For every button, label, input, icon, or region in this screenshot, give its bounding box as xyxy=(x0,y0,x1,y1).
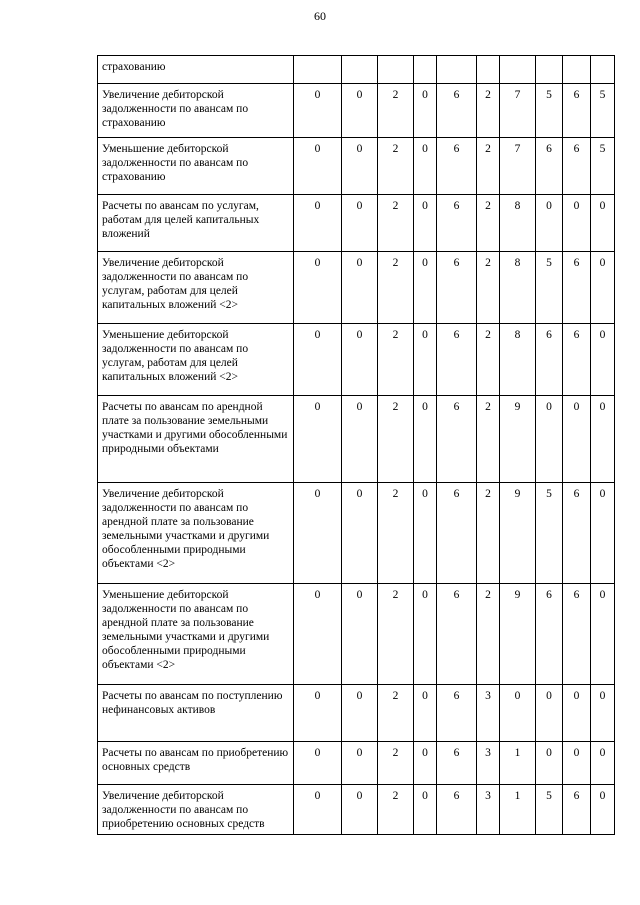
code-digit-cell: 0 xyxy=(563,396,591,483)
row-label: Уменьшение дебиторской задолженности по авансам по арендной плате за пользование земельными участками и другими обособленными природными объектами <2> xyxy=(98,584,294,685)
row-label: Увеличение дебиторской задолженности по авансам по услугам, работам для целей капитальных вложений <2> xyxy=(98,252,294,324)
row-label: Уменьшение дебиторской задолженности по авансам по страхованию xyxy=(98,138,294,195)
table-row xyxy=(98,742,615,785)
code-digit-cell: 5 xyxy=(591,84,615,138)
code-digit-cell: 3 xyxy=(477,742,500,785)
code-digit-cell: 2 xyxy=(477,584,500,685)
code-digit-cell: 6 xyxy=(563,138,591,195)
code-digit-cell: 0 xyxy=(294,483,342,584)
code-digit-cell: 2 xyxy=(378,483,414,584)
row-label: Расчеты по авансам по поступлению нефинансовых активов xyxy=(98,685,294,742)
code-digit-cell: 0 xyxy=(294,195,342,252)
code-digit-cell: 0 xyxy=(414,685,437,742)
table-row xyxy=(98,195,615,252)
code-digit-cell: 2 xyxy=(378,396,414,483)
code-digit-cell: 0 xyxy=(342,785,378,835)
code-digit-cell xyxy=(414,56,437,84)
code-digit-cell: 0 xyxy=(591,584,615,685)
code-digit-cell: 9 xyxy=(500,584,536,685)
code-digit-cell: 6 xyxy=(437,742,477,785)
code-digit-cell: 0 xyxy=(536,742,563,785)
code-digit-cell: 2 xyxy=(378,785,414,835)
row-label: Увеличение дебиторской задолженности по авансам по арендной плате за пользование земельными участками и другими обособленными природными объектами <2> xyxy=(98,483,294,584)
code-digit-cell xyxy=(378,56,414,84)
row-label: Увеличение дебиторской задолженности по авансам по приобретению основных средств xyxy=(98,785,294,835)
code-digit-cell: 0 xyxy=(591,324,615,396)
code-digit-cell: 2 xyxy=(477,138,500,195)
code-digit-cell: 6 xyxy=(437,252,477,324)
code-digit-cell: 0 xyxy=(294,252,342,324)
table-row xyxy=(98,84,615,138)
code-digit-cell: 6 xyxy=(563,483,591,584)
code-digit-cell: 6 xyxy=(437,396,477,483)
code-digit-cell: 2 xyxy=(477,84,500,138)
table-row xyxy=(98,138,615,195)
code-digit-cell: 2 xyxy=(378,685,414,742)
code-digit-cell: 0 xyxy=(294,785,342,835)
table-row xyxy=(98,685,615,742)
code-digit-cell: 0 xyxy=(294,396,342,483)
table-row xyxy=(98,785,615,835)
code-digit-cell: 0 xyxy=(342,685,378,742)
code-digit-cell: 0 xyxy=(342,483,378,584)
code-digit-cell: 2 xyxy=(378,138,414,195)
row-label: Расчеты по авансам по услугам, работам для целей капитальных вложений xyxy=(98,195,294,252)
code-digit-cell: 2 xyxy=(477,252,500,324)
code-digit-cell: 8 xyxy=(500,195,536,252)
code-digit-cell: 0 xyxy=(536,396,563,483)
code-digit-cell: 6 xyxy=(563,584,591,685)
code-digit-cell: 0 xyxy=(414,138,437,195)
code-digit-cell: 6 xyxy=(536,584,563,685)
code-digit-cell: 0 xyxy=(563,685,591,742)
code-digit-cell: 1 xyxy=(500,742,536,785)
code-digit-cell: 5 xyxy=(536,252,563,324)
code-digit-cell: 0 xyxy=(294,324,342,396)
table-row xyxy=(98,483,615,584)
page-number: 60 xyxy=(314,9,326,23)
code-digit-cell: 7 xyxy=(500,84,536,138)
account-codes-table xyxy=(97,55,615,835)
code-digit-cell: 0 xyxy=(414,584,437,685)
code-digit-cell: 0 xyxy=(414,483,437,584)
code-digit-cell: 2 xyxy=(378,324,414,396)
code-digit-cell: 9 xyxy=(500,396,536,483)
code-digit-cell: 6 xyxy=(563,785,591,835)
code-digit-cell: 7 xyxy=(500,138,536,195)
table-row xyxy=(98,324,615,396)
table-body xyxy=(98,56,615,835)
code-digit-cell: 6 xyxy=(563,252,591,324)
code-digit-cell: 0 xyxy=(342,584,378,685)
code-digit-cell xyxy=(477,56,500,84)
code-digit-cell: 0 xyxy=(591,396,615,483)
code-digit-cell: 0 xyxy=(500,685,536,742)
row-label: Увеличение дебиторской задолженности по авансам по страхованию xyxy=(98,84,294,138)
code-digit-cell: 3 xyxy=(477,685,500,742)
code-digit-cell: 0 xyxy=(414,396,437,483)
code-digit-cell: 6 xyxy=(437,584,477,685)
code-digit-cell: 2 xyxy=(378,84,414,138)
code-digit-cell xyxy=(591,56,615,84)
code-digit-cell: 8 xyxy=(500,324,536,396)
code-digit-cell: 0 xyxy=(342,324,378,396)
code-digit-cell: 2 xyxy=(378,252,414,324)
code-digit-cell: 0 xyxy=(591,483,615,584)
code-digit-cell: 0 xyxy=(591,785,615,835)
code-digit-cell: 0 xyxy=(563,195,591,252)
code-digit-cell: 2 xyxy=(477,324,500,396)
code-digit-cell: 8 xyxy=(500,252,536,324)
code-digit-cell: 0 xyxy=(342,252,378,324)
table-row xyxy=(98,252,615,324)
code-digit-cell: 0 xyxy=(414,252,437,324)
code-digit-cell: 0 xyxy=(414,324,437,396)
code-digit-cell: 0 xyxy=(294,584,342,685)
code-digit-cell: 6 xyxy=(437,785,477,835)
code-digit-cell: 0 xyxy=(591,195,615,252)
code-digit-cell: 5 xyxy=(536,785,563,835)
code-digit-cell: 6 xyxy=(437,84,477,138)
code-digit-cell: 6 xyxy=(437,483,477,584)
code-digit-cell: 0 xyxy=(414,195,437,252)
code-digit-cell: 6 xyxy=(437,685,477,742)
row-label: Уменьшение дебиторской задолженности по авансам по услугам, работам для целей капитальных вложений <2> xyxy=(98,324,294,396)
table-row xyxy=(98,56,615,84)
code-digit-cell: 5 xyxy=(536,483,563,584)
code-digit-cell: 0 xyxy=(591,685,615,742)
code-digit-cell xyxy=(536,56,563,84)
code-digit-cell: 2 xyxy=(477,195,500,252)
code-digit-cell: 0 xyxy=(342,396,378,483)
code-digit-cell: 2 xyxy=(378,742,414,785)
code-digit-cell: 6 xyxy=(437,324,477,396)
table-row xyxy=(98,584,615,685)
code-digit-cell: 6 xyxy=(536,324,563,396)
code-digit-cell: 2 xyxy=(477,483,500,584)
code-digit-cell: 0 xyxy=(414,785,437,835)
code-digit-cell: 0 xyxy=(294,138,342,195)
code-digit-cell: 0 xyxy=(342,138,378,195)
code-digit-cell xyxy=(437,56,477,84)
code-digit-cell: 5 xyxy=(536,84,563,138)
code-digit-cell: 0 xyxy=(414,84,437,138)
code-digit-cell: 2 xyxy=(477,396,500,483)
code-digit-cell: 0 xyxy=(342,84,378,138)
code-digit-cell: 6 xyxy=(563,324,591,396)
table-row xyxy=(98,396,615,483)
code-digit-cell xyxy=(342,56,378,84)
code-digit-cell: 0 xyxy=(591,252,615,324)
code-digit-cell: 2 xyxy=(378,584,414,685)
code-digit-cell xyxy=(563,56,591,84)
code-digit-cell: 0 xyxy=(536,685,563,742)
row-label: Расчеты по авансам по приобретению основных средств xyxy=(98,742,294,785)
code-digit-cell: 2 xyxy=(378,195,414,252)
code-digit-cell: 3 xyxy=(477,785,500,835)
code-digit-cell: 0 xyxy=(294,84,342,138)
code-digit-cell: 5 xyxy=(591,138,615,195)
row-label: Расчеты по авансам по арендной плате за пользование земельными участками и другими обособленными природными объектами xyxy=(98,396,294,483)
code-digit-cell: 0 xyxy=(591,742,615,785)
code-digit-cell: 6 xyxy=(437,138,477,195)
row-label: страхованию xyxy=(98,56,294,84)
code-digit-cell: 0 xyxy=(294,742,342,785)
code-digit-cell: 1 xyxy=(500,785,536,835)
code-digit-cell: 9 xyxy=(500,483,536,584)
code-digit-cell xyxy=(500,56,536,84)
code-digit-cell: 0 xyxy=(414,742,437,785)
code-digit-cell: 0 xyxy=(563,742,591,785)
code-digit-cell: 0 xyxy=(342,742,378,785)
code-digit-cell: 6 xyxy=(563,84,591,138)
code-digit-cell xyxy=(294,56,342,84)
code-digit-cell: 0 xyxy=(294,685,342,742)
code-digit-cell: 6 xyxy=(536,138,563,195)
code-digit-cell: 0 xyxy=(342,195,378,252)
code-digit-cell: 6 xyxy=(437,195,477,252)
code-digit-cell: 0 xyxy=(536,195,563,252)
